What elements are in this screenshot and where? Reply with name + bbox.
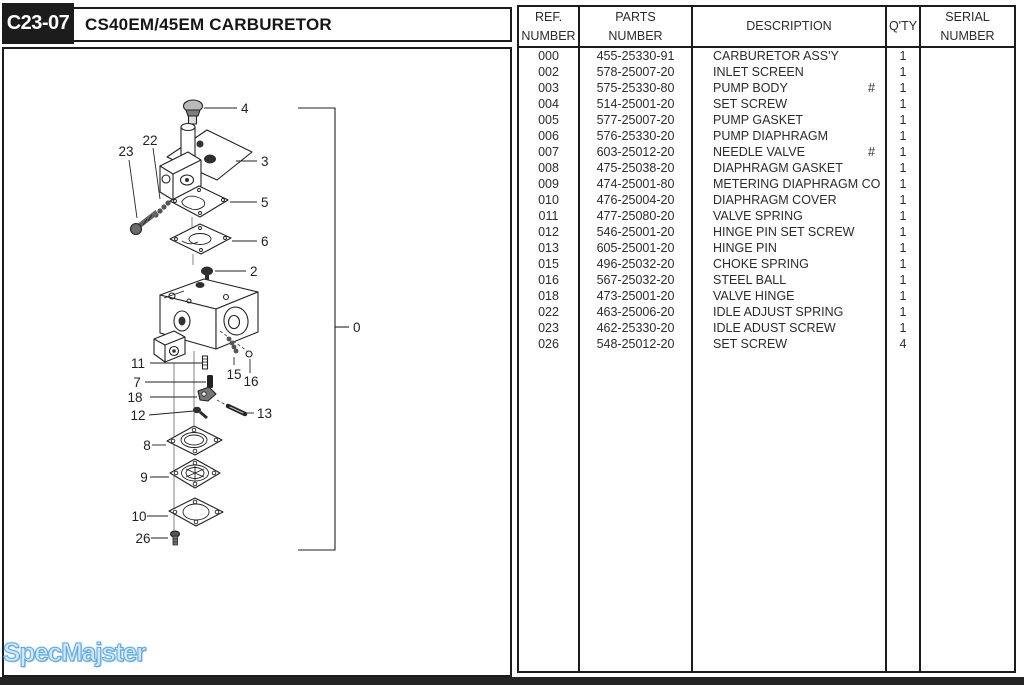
cell-ref-number: 013: [519, 240, 580, 256]
cell-parts-number: 476-25004-20: [580, 192, 693, 208]
part-2-plug: [201, 267, 246, 281]
part-16-steel-ball: [246, 351, 252, 373]
page-bottom-edge: [0, 677, 1024, 685]
cell-qty: 1: [887, 144, 921, 160]
header-ref-line2: NUMBER: [521, 28, 576, 43]
description-mark: #: [868, 145, 875, 159]
description-text: INLET SCREEN: [713, 65, 804, 79]
cell-ref-number: 026: [519, 336, 580, 352]
description-text: CARBURETOR ASS'Y: [713, 49, 839, 63]
cell-parts-number: 514-25001-20: [580, 96, 693, 112]
description-text: IDLE ADUST SCREW: [713, 321, 836, 335]
header-ref-number: [519, 7, 580, 46]
cell-qty: 1: [887, 256, 921, 272]
filler-serial-cell: [921, 352, 1014, 671]
callout-9: 9: [140, 470, 148, 485]
cell-parts-number: 577-25007-20: [580, 112, 693, 128]
part-7-needle-valve: [145, 375, 213, 388]
description-text: CHOKE SPRING: [713, 257, 809, 271]
cell-qty: 1: [887, 48, 921, 64]
cell-parts-number: 575-25330-80: [580, 80, 693, 96]
cell-qty: 4: [887, 336, 921, 352]
cell-serial-number: [921, 272, 1014, 288]
cell-description: [693, 112, 887, 128]
description-text: DIAPHRAGM GASKET: [713, 161, 843, 175]
cell-description: [693, 48, 887, 64]
header-serial-line2: NUMBER: [940, 28, 995, 43]
cell-description: [693, 192, 887, 208]
cell-ref-number: 023: [519, 320, 580, 336]
part-12-hinge-pin-set-screw: [149, 407, 207, 418]
cell-parts-number: 578-25007-20: [580, 64, 693, 80]
table-row: [519, 176, 1014, 192]
cell-qty: 1: [887, 64, 921, 80]
page-title: CS40EM/45EM CARBURETOR: [85, 14, 332, 34]
header-ref-line1: REF.: [534, 10, 563, 24]
cell-qty: 1: [887, 96, 921, 112]
page-title-bar: [72, 7, 512, 42]
description-text: DIAPHRAGM COVER: [713, 193, 837, 207]
table-row: [519, 160, 1014, 176]
cell-serial-number: [921, 48, 1014, 64]
callout-13: 13: [257, 406, 273, 421]
callout-3: 3: [261, 154, 269, 169]
description-text: PUMP GASKET: [713, 113, 804, 127]
description-text: NEEDLE VALVE: [713, 145, 805, 159]
cell-serial-number: [921, 304, 1014, 320]
part-23-screw: [129, 160, 157, 235]
description-text: METERING DIAPHRAGM CO: [713, 177, 881, 191]
cell-parts-number: 576-25330-20: [580, 128, 693, 144]
table-row: [519, 272, 1014, 288]
table-row: [519, 304, 1014, 320]
description-text: HINGE PIN SET SCREW: [713, 225, 855, 239]
exploded-diagram: [4, 49, 510, 675]
cell-parts-number: 455-25330-91: [580, 48, 693, 64]
part-3-pump-body: [160, 124, 257, 201]
table-row: [519, 320, 1014, 336]
part-4-cap: [184, 100, 238, 124]
cell-qty: 1: [887, 176, 921, 192]
cell-ref-number: 012: [519, 224, 580, 240]
cell-ref-number: 007: [519, 144, 580, 160]
table-row: [519, 112, 1014, 128]
cell-description: [693, 336, 887, 352]
callout-0: 0: [353, 320, 361, 335]
cell-parts-number: 496-25032-20: [580, 256, 693, 272]
cell-qty: 1: [887, 304, 921, 320]
cell-description: [693, 176, 887, 192]
callout-26: 26: [135, 531, 151, 546]
table-filler-row: [519, 352, 1014, 671]
callout-10: 10: [131, 509, 147, 524]
table-row: [519, 64, 1014, 80]
table-row: [519, 256, 1014, 272]
table-row: [519, 144, 1014, 160]
cell-serial-number: [921, 96, 1014, 112]
cell-description: [693, 64, 887, 80]
table-row: [519, 48, 1014, 64]
cell-serial-number: [921, 256, 1014, 272]
part-8-diaphragm-gasket: [152, 426, 222, 455]
page-code-badge: [2, 3, 74, 44]
cell-ref-number: 009: [519, 176, 580, 192]
cell-serial-number: [921, 176, 1014, 192]
cell-serial-number: [921, 160, 1014, 176]
cell-qty: 1: [887, 192, 921, 208]
description-text: IDLE ADJUST SPRING: [713, 305, 844, 319]
cell-serial-number: [921, 128, 1014, 144]
filler-description-cell: [693, 352, 887, 671]
cell-serial-number: [921, 336, 1014, 352]
cell-description: [693, 240, 887, 256]
cell-parts-number: 462-25330-20: [580, 320, 693, 336]
cell-serial-number: [921, 320, 1014, 336]
cell-ref-number: 006: [519, 128, 580, 144]
cell-parts-number: 567-25032-20: [580, 272, 693, 288]
cell-serial-number: [921, 208, 1014, 224]
watermark-logo: SpecMajster: [3, 637, 146, 667]
description-text: STEEL BALL: [713, 273, 787, 287]
cell-description: [693, 320, 887, 336]
diagram-panel: [2, 47, 512, 677]
cell-ref-number: 002: [519, 64, 580, 80]
callout-4: 4: [241, 101, 249, 116]
cell-serial-number: [921, 224, 1014, 240]
callout-12: 12: [130, 408, 146, 423]
filler-qty-cell: [887, 352, 921, 671]
cell-serial-number: [921, 240, 1014, 256]
header-description-label: DESCRIPTION: [746, 19, 832, 34]
cell-parts-number: 473-25001-20: [580, 288, 693, 304]
header-parts-number: [580, 7, 693, 46]
cell-parts-number: 605-25001-20: [580, 240, 693, 256]
cell-qty: 1: [887, 112, 921, 128]
carburetor-body: [154, 279, 258, 362]
cell-description: [693, 160, 887, 176]
callout-23: 23: [118, 144, 134, 159]
header-serial-number: [921, 7, 1014, 46]
callout-18: 18: [127, 390, 143, 405]
cell-parts-number: 463-25006-20: [580, 304, 693, 320]
callout-6: 6: [261, 234, 269, 249]
cell-parts-number: 475-25038-20: [580, 160, 693, 176]
part-18-valve-hinge: [150, 387, 226, 405]
table-row: [519, 336, 1014, 352]
description-text: VALVE HINGE: [713, 289, 795, 303]
cell-ref-number: 004: [519, 96, 580, 112]
cell-serial-number: [921, 192, 1014, 208]
cell-parts-number: 477-25080-20: [580, 208, 693, 224]
assembly-bracket: [298, 108, 349, 550]
table-row: [519, 192, 1014, 208]
cell-qty: 1: [887, 272, 921, 288]
part-6-pump-diaphragm: [170, 224, 257, 254]
callout-5: 5: [261, 195, 269, 210]
cell-description: [693, 288, 887, 304]
cell-ref-number: 000: [519, 48, 580, 64]
description-text: PUMP DIAPHRAGM: [713, 129, 829, 143]
cell-description: [693, 272, 887, 288]
callout-15: 15: [226, 367, 242, 382]
cell-ref-number: 016: [519, 272, 580, 288]
cell-qty: 1: [887, 80, 921, 96]
callout-7: 7: [133, 375, 141, 390]
cell-parts-number: 548-25012-20: [580, 336, 693, 352]
header-qty-label: Q'TY: [888, 19, 918, 34]
filler-ref-cell: [519, 352, 580, 671]
description-text: SET SCREW: [713, 337, 788, 351]
cell-serial-number: [921, 64, 1014, 80]
cell-serial-number: [921, 144, 1014, 160]
header-parts-line1: PARTS: [615, 10, 656, 24]
table-row: [519, 224, 1014, 240]
cell-serial-number: [921, 288, 1014, 304]
cell-parts-number: 546-25001-20: [580, 224, 693, 240]
cell-serial-number: [921, 80, 1014, 96]
callout-11: 11: [130, 356, 146, 371]
cell-description: [693, 256, 887, 272]
part-13-hinge-pin: [228, 406, 254, 414]
cell-qty: 1: [887, 128, 921, 144]
page-code: C23-07: [6, 12, 70, 34]
table-body: [519, 48, 1014, 352]
parts-table: [517, 5, 1016, 673]
cell-description: [693, 144, 887, 160]
header-parts-line2: NUMBER: [608, 28, 663, 43]
description-mark: #: [868, 81, 875, 95]
callout-22: 22: [142, 133, 158, 148]
cell-ref-number: 005: [519, 112, 580, 128]
callout-2: 2: [250, 264, 258, 279]
cell-ref-number: 022: [519, 304, 580, 320]
part-9-metering-diaphragm: [150, 459, 220, 488]
callout-16: 16: [243, 374, 259, 389]
cell-ref-number: 008: [519, 160, 580, 176]
header-serial-line1: SERIAL: [945, 10, 990, 24]
table-row: [519, 208, 1014, 224]
cell-description: [693, 208, 887, 224]
description-text: PUMP BODY: [713, 81, 788, 95]
cell-description: [693, 80, 887, 96]
cell-ref-number: 011: [519, 208, 580, 224]
cell-description: [693, 304, 887, 320]
cell-qty: 1: [887, 320, 921, 336]
description-text: HINGE PIN: [713, 241, 777, 255]
cell-ref-number: 015: [519, 256, 580, 272]
cell-qty: 1: [887, 224, 921, 240]
cell-description: [693, 128, 887, 144]
cell-ref-number: 010: [519, 192, 580, 208]
header-description: [693, 7, 887, 46]
cell-parts-number: 603-25012-20: [580, 144, 693, 160]
part-10-diaphragm-cover: [147, 498, 223, 526]
table-row: [519, 240, 1014, 256]
cell-qty: 1: [887, 288, 921, 304]
header-qty: [887, 7, 921, 46]
table-row: [519, 96, 1014, 112]
cell-ref-number: 018: [519, 288, 580, 304]
table-row: [519, 128, 1014, 144]
description-text: SET SCREW: [713, 97, 788, 111]
cell-qty: 1: [887, 160, 921, 176]
part-26-set-screw: [151, 531, 180, 545]
table-row: [519, 288, 1014, 304]
cell-description: [693, 224, 887, 240]
cell-parts-number: 474-25001-80: [580, 176, 693, 192]
table-row: [519, 80, 1014, 96]
callout-8: 8: [143, 438, 151, 453]
cell-ref-number: 003: [519, 80, 580, 96]
cell-qty: 1: [887, 208, 921, 224]
cell-description: [693, 96, 887, 112]
description-text: VALVE SPRING: [713, 209, 803, 223]
cell-serial-number: [921, 112, 1014, 128]
table-header: [519, 7, 1014, 48]
cell-qty: 1: [887, 240, 921, 256]
filler-parts-cell: [580, 352, 693, 671]
